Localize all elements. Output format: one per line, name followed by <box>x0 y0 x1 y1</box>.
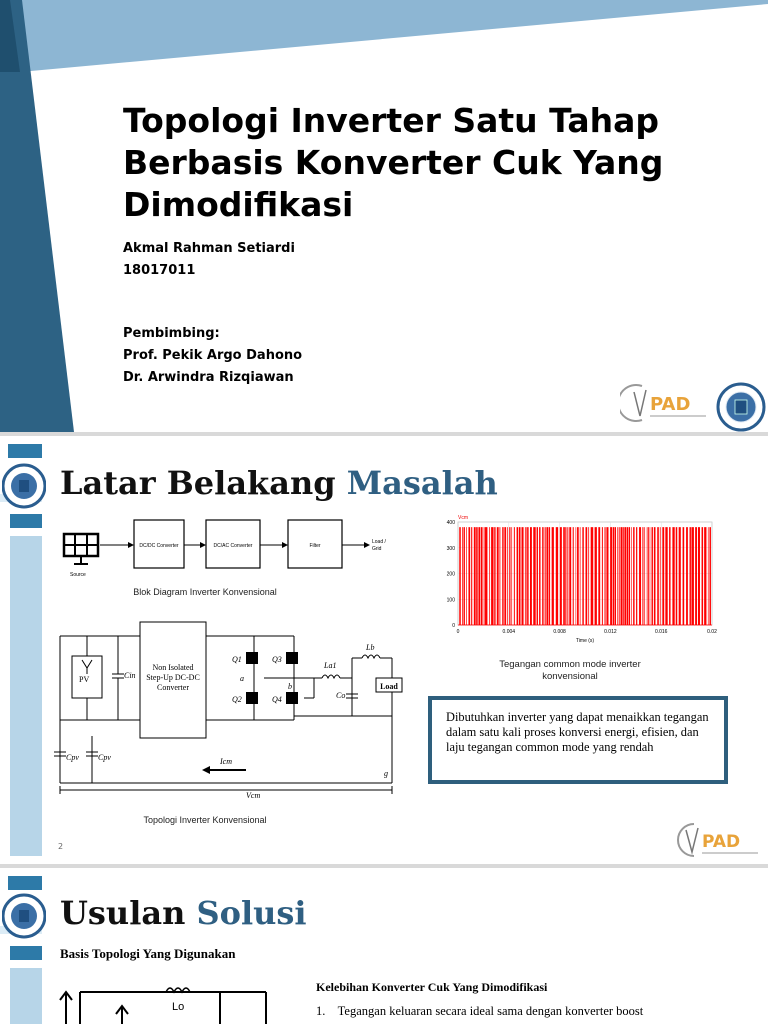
waveform-pulse <box>633 527 634 625</box>
waveform-pulse <box>502 527 503 625</box>
x-tick-label: 0.004 <box>502 629 516 635</box>
title-main: Latar Belakang <box>60 464 336 502</box>
waveform-pulse <box>669 527 670 625</box>
load-label-2: Grid <box>372 546 382 552</box>
slide-title <box>60 894 307 932</box>
waveform-pulse <box>462 527 463 625</box>
waveform-pulse <box>679 527 681 625</box>
x-tick-label: 0.008 <box>553 629 566 635</box>
waveform-pulse <box>537 527 538 625</box>
npad-logo <box>674 820 764 860</box>
waveform-pulse <box>610 527 612 625</box>
chart-y-label: Vcm <box>458 515 468 521</box>
waveform-pulse <box>552 527 554 625</box>
waveform-pulse <box>576 527 577 625</box>
itb-seal-icon <box>2 892 46 940</box>
waveform-pulse <box>485 527 487 625</box>
q1-label: Q1 <box>232 655 242 664</box>
npad-logo-text: PAD <box>650 394 691 415</box>
background-slide <box>0 436 768 864</box>
solution-slide <box>0 868 768 1024</box>
waveform-pulse <box>459 527 461 625</box>
waveform-pulse <box>698 527 700 625</box>
waveform-pulse <box>526 527 527 625</box>
waveform-pulse <box>702 527 704 625</box>
supervisor-2: Dr. Arwindra Rizqiawan <box>123 370 294 385</box>
waveform-caption <box>470 659 670 683</box>
waveform-pulse <box>644 527 645 625</box>
problem-statement-box: Dibutuhkan inverter yang dapat menaikkan tegangan dalam satu kali proses konversi energi, efisien, dan laju tegangan common mode yang rendah <box>428 696 728 784</box>
title-main: Usulan <box>60 894 186 932</box>
author-block <box>123 238 295 282</box>
waveform-pulse <box>588 527 589 625</box>
waveform-pulse <box>709 527 710 625</box>
y-tick-label: 200 <box>446 571 455 578</box>
waveform-pulse <box>509 527 510 625</box>
load-box-label: Load <box>380 682 398 691</box>
supervisor-label: Pembimbing: <box>123 326 220 341</box>
waveform-pulse <box>650 527 651 625</box>
npad-logo-text: PAD <box>702 832 741 852</box>
waveform-pulse <box>481 527 483 625</box>
x-tick-label: 0 <box>456 629 460 635</box>
waveform-pulse <box>665 527 667 625</box>
waveform-pulse <box>504 527 506 625</box>
waveform-pulse <box>639 527 641 625</box>
waveform-pulse <box>619 527 620 625</box>
waveform-pulse <box>519 527 521 625</box>
topology-subtitle: Basis Topologi Yang Digunakan <box>60 946 236 961</box>
icm-label: Icm <box>220 757 232 766</box>
inductor-label: Lo <box>172 1001 185 1013</box>
waveform-pulse <box>648 527 649 625</box>
waveform-pulse <box>613 527 615 625</box>
supervisor-block <box>123 323 302 389</box>
waveform-pulse <box>577 527 579 625</box>
waveform-pulse <box>695 527 697 625</box>
waveform-pulse <box>605 527 606 625</box>
title-slide <box>0 0 768 432</box>
vcm-label: Vcm <box>246 791 261 800</box>
advantages-title: Kelebihan Konverter Cuk Yang Dimodifikasi <box>316 980 548 994</box>
q4-label: Q4 <box>272 695 282 704</box>
waveform-pulse <box>594 527 595 625</box>
waveform-pulse <box>542 527 543 625</box>
waveform-pulse <box>507 527 508 625</box>
waveform-pulse <box>580 527 581 625</box>
waveform-pulse <box>607 527 609 625</box>
waveform-pulse <box>602 527 603 625</box>
load-label-1: Load / <box>372 539 386 545</box>
source-label: Source <box>70 572 86 578</box>
common-mode-voltage-chart <box>432 512 722 652</box>
itb-seal-icon <box>2 462 46 510</box>
dcac-label: DC/AC Converter <box>213 543 253 549</box>
waveform-pulse <box>598 527 600 625</box>
waveform-caption-1: Tegangan common mode inverter <box>499 659 641 670</box>
y-tick-label: 100 <box>446 597 455 604</box>
waveform-pulse <box>489 527 490 625</box>
cin-label: Cin <box>124 671 136 680</box>
schematic-caption: Topologi Inverter Konvensional <box>143 815 267 825</box>
la-label: La1 <box>324 661 337 670</box>
waveform-pulse <box>539 527 540 625</box>
waveform-pulse <box>615 527 616 625</box>
co-label: Co <box>336 691 346 700</box>
advantage-item: 1. Tegangan keluaran secara ideal sama dengan konverter boost <box>316 1004 644 1018</box>
waveform-pulse <box>530 527 532 625</box>
cpv-label-1: Cpv <box>66 753 79 762</box>
dcdc-label: DC/DC Converter <box>139 543 179 549</box>
waveform-pulse <box>606 527 607 625</box>
y-tick-label: 400 <box>446 520 455 526</box>
waveform-pulse <box>654 527 656 625</box>
waveform-pulse <box>621 527 623 625</box>
waveform-pulse <box>546 527 548 625</box>
presentation-title: Topologi Inverter Satu Tahap Berbasis Konverter Cuk Yang Dimodifikasi <box>123 101 664 224</box>
filter-label: Filter <box>309 543 321 549</box>
waveform-pulse <box>497 527 499 625</box>
chart-x-label: Time (s) <box>575 638 595 644</box>
waveform-pulse <box>511 527 512 625</box>
waveform-pulse <box>491 527 493 625</box>
waveform-pulse <box>704 527 706 625</box>
waveform-pulse <box>567 527 568 625</box>
npad-logo <box>620 380 712 424</box>
waveform-pulse <box>464 527 465 625</box>
waveform-pulse <box>476 527 478 625</box>
waveform-pulse <box>631 527 632 625</box>
waveform-pulse <box>672 527 674 625</box>
waveform-pulse <box>565 527 566 625</box>
waveform-pulse <box>647 527 648 625</box>
solar-panel-icon <box>64 534 98 564</box>
author-id: 18017011 <box>123 263 196 278</box>
waveform-pulse <box>560 527 562 625</box>
waveform-pulse <box>686 527 688 625</box>
node-a-label: a <box>240 674 244 683</box>
waveform-pulse <box>514 527 515 625</box>
waveform-pulse <box>708 527 709 625</box>
converter-label-3: Converter <box>157 683 189 692</box>
waveform-pulse <box>623 527 624 625</box>
q3-label: Q3 <box>272 655 282 664</box>
lb-label: Lb <box>366 643 375 652</box>
waveform-pulse <box>676 527 678 625</box>
waveform-pulse <box>528 527 529 625</box>
title-accent: Masalah <box>346 464 498 502</box>
waveform-pulse <box>545 527 546 625</box>
waveform-pulse <box>586 527 588 625</box>
node-g-label: g <box>384 769 388 778</box>
waveform-pulse <box>474 527 476 625</box>
x-tick-label: 0.02 <box>707 629 717 635</box>
waveform-caption-2: konvensional <box>542 671 598 682</box>
waveform-pulse <box>642 527 643 625</box>
q2-label: Q2 <box>232 695 242 704</box>
waveform-pulse <box>683 527 685 625</box>
page-number: 2 <box>58 842 64 851</box>
itb-seal-icon <box>716 382 766 432</box>
waveform-pulse <box>522 527 524 625</box>
slide-title <box>60 464 498 502</box>
waveform-pulse <box>660 527 661 625</box>
waveform-pulse <box>591 527 593 625</box>
y-tick-label: 0 <box>452 623 455 629</box>
waveform-pulse <box>636 527 637 625</box>
x-tick-label: 0.016 <box>654 629 668 635</box>
cuk-converter-schematic <box>56 980 276 1024</box>
advantage-item-text: Tegangan keluaran secara ideal sama dengan konverter boost <box>337 1004 644 1018</box>
waveform-pulse <box>525 527 526 625</box>
waveform-pulse <box>556 527 558 625</box>
title-accent: Solusi <box>196 894 307 932</box>
waveform-pulse <box>617 527 618 625</box>
waveform-pulse <box>484 527 485 625</box>
waveform-pulse <box>478 527 480 625</box>
author-name: Akmal Rahman Setiardi <box>123 241 295 256</box>
waveform-pulse <box>629 527 630 625</box>
waveform-pulse <box>657 527 659 625</box>
y-tick-label: 300 <box>446 545 455 552</box>
waveform-pulse <box>652 527 653 625</box>
waveform-pulse <box>494 527 495 625</box>
waveform-pulse <box>582 527 583 625</box>
waveform-pulse <box>471 527 472 625</box>
waveform-pulse <box>691 527 693 625</box>
cpv-label-2: Cpv <box>98 753 111 762</box>
pv-label: PV <box>79 675 90 684</box>
waveform-pulse <box>690 527 691 625</box>
waveform-pulse <box>595 527 597 625</box>
waveform-pulse <box>563 527 565 625</box>
top-banner-shape <box>0 0 768 72</box>
waveform-pulse <box>517 527 518 625</box>
waveform-pulse <box>573 527 574 625</box>
waveform-pulse <box>499 527 500 625</box>
supervisor-1: Prof. Pekik Argo Dahono <box>123 348 303 363</box>
x-tick-label: 0.012 <box>604 629 617 635</box>
converter-label-1: Non Isolated <box>152 663 194 672</box>
waveform-pulse <box>627 527 628 625</box>
waveform-pulse <box>466 527 467 625</box>
waveform-pulse <box>549 527 550 625</box>
node-b-label: b <box>288 682 292 691</box>
conventional-inverter-schematic <box>52 618 408 806</box>
converter-label-2: Step-Up DC-DC <box>146 673 200 682</box>
waveform-pulse <box>624 527 626 625</box>
waveform-pulse <box>662 527 664 625</box>
waveform-pulse <box>569 527 571 625</box>
block-diagram-caption: Blok Diagram Inverter Konvensional <box>133 587 277 597</box>
waveform-pulse <box>533 527 535 625</box>
waveform-pulse <box>468 527 470 625</box>
